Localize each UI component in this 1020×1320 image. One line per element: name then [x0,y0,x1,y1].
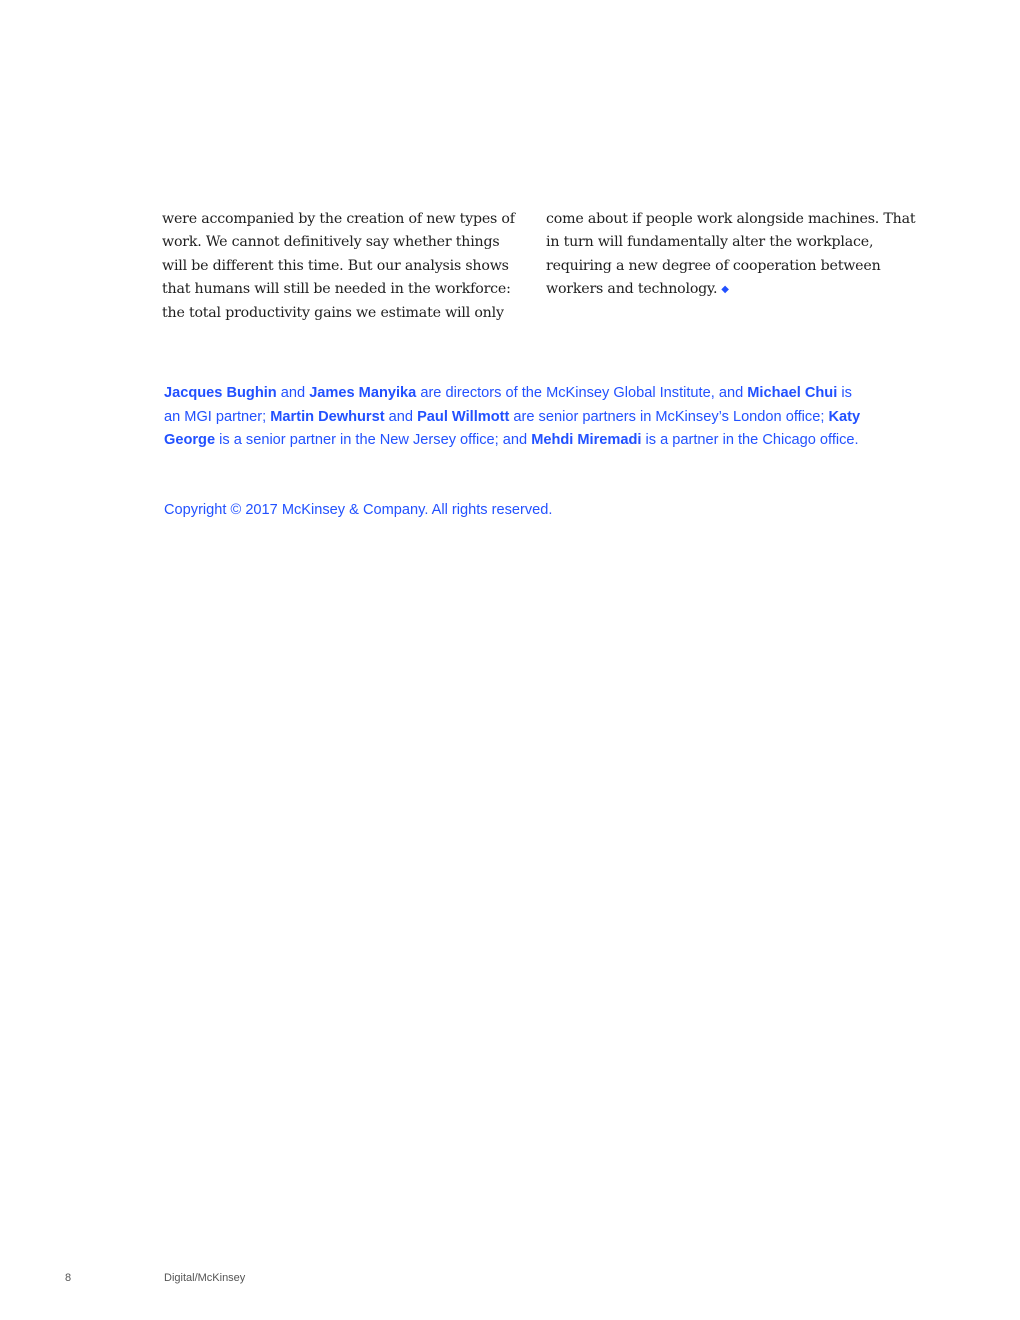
body-column-left [162,208,515,325]
body-text-line: were accompanied by the creation of new types of [162,211,515,227]
author-bio-line [164,382,904,406]
bio-text: is a senior partner in the New Jersey office; and [215,432,532,448]
author-name: George [164,432,216,448]
author-name: Michael Chui [747,385,838,401]
author-name: James Manyika [309,385,417,401]
body-column-right [546,208,916,302]
body-text-line: work. We cannot definitively say whether things [162,234,500,251]
body-text-line: in turn will fundamentally alter the workplace, [546,234,874,251]
copyright-notice: Copyright © 2017 McKinsey & Company. All rights reserved. [164,502,553,518]
body-text-line: that humans will still be needed in the workforce: [162,281,511,298]
bio-text: are directors of the McKinsey Global Institute, and [416,385,748,401]
body-text-line: come about if people work alongside machines. That [546,211,916,227]
page-number: 8 [65,1272,72,1284]
author-bio-line [164,406,904,430]
body-text-line-last [546,278,916,301]
bio-text: is a partner in the Chicago office. [641,432,859,448]
bio-text: and [384,408,418,425]
publication-name: Digital/McKinsey [164,1272,246,1284]
bio-text: are senior partners in McKinsey’s London office; [509,408,829,425]
body-text-line: the total productivity gains we estimate will only [162,304,504,321]
body-text-line: requiring a new degree of cooperation between [546,257,881,274]
author-name: Jacques Bughin [164,385,277,401]
end-of-article-diamond-icon: ◆ [721,284,729,296]
bio-text: and [276,385,310,401]
bio-text: an MGI partner; [164,408,271,425]
author-name: Paul Willmott [417,408,510,425]
author-bio-line [164,429,904,453]
body-text-line: will be different this time. But our analysis shows [162,257,509,274]
author-name: Mehdi Miremadi [531,432,642,448]
body-text: workers and technology. [546,281,718,298]
author-name: Katy [828,408,861,425]
author-bio [164,382,904,453]
bio-text: is [837,385,852,401]
author-name: Martin Dewhurst [270,408,385,425]
